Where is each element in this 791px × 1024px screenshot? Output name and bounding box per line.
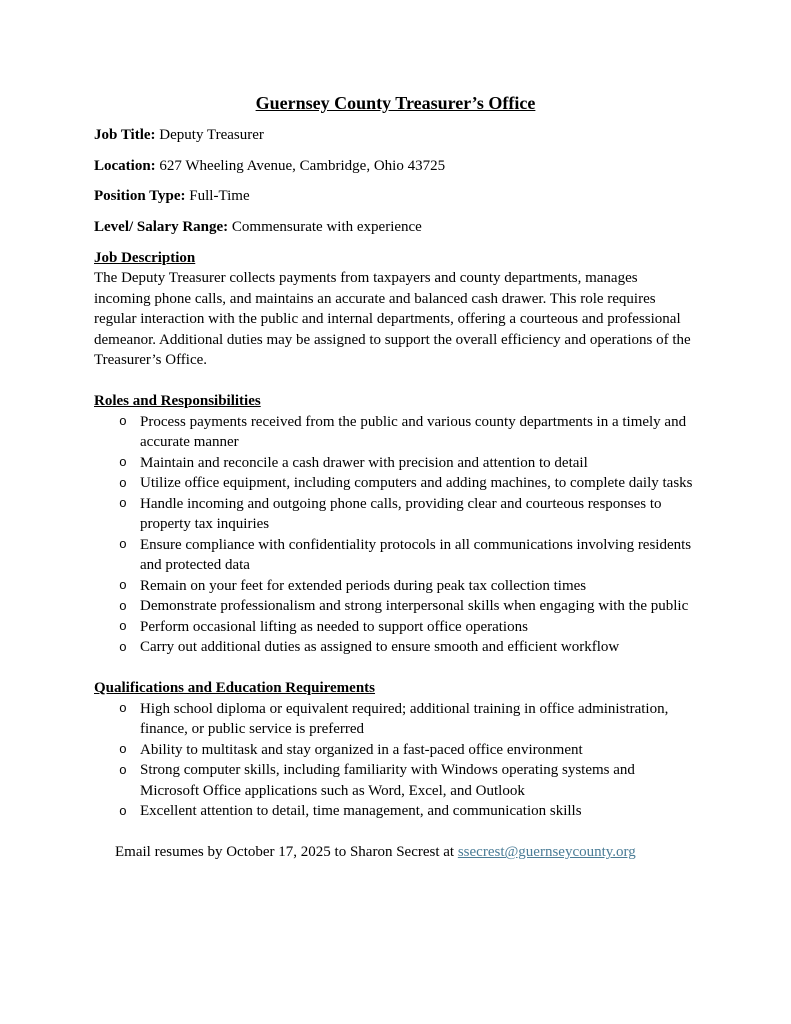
bullet-icon: o [119, 619, 127, 635]
list-item-text: Maintain and reconcile a cash drawer with precision and attention to detail [140, 454, 588, 471]
list-item [94, 473, 697, 494]
bullet-icon: o [119, 455, 127, 471]
list-item [94, 576, 697, 597]
position-type-value: Full-Time [189, 188, 250, 205]
qualifications-heading: Qualifications and Education Requirements [94, 680, 376, 697]
job-description-section [94, 248, 697, 371]
list-item [94, 637, 697, 658]
roles-section [94, 391, 697, 658]
qualifications-list [94, 699, 697, 822]
list-item [94, 740, 697, 761]
bullet-icon: o [119, 803, 127, 819]
list-item-text: Carry out additional duties as assigned to ensure smooth and efficient workflow [140, 639, 620, 656]
bullet-icon: o [119, 639, 127, 655]
salary-range-field [94, 217, 697, 238]
job-title-label: Job Title: [94, 127, 156, 143]
bullet-icon: o [119, 598, 127, 614]
bullet-icon: o [119, 414, 127, 430]
location-value: 627 Wheeling Avenue, Cambridge, Ohio 43725 [159, 157, 446, 174]
list-item [94, 699, 697, 740]
list-item-text: Process payments received from the public and various county departments in a timely and accurate manner [140, 413, 687, 451]
position-type-field [94, 186, 697, 207]
salary-range-label: Level/ Salary Range: [94, 219, 229, 236]
document-title-text: Guernsey County Treasurer’s Office [255, 93, 536, 113]
list-item-text: Excellent attention to detail, time management, and communication skills [140, 803, 582, 820]
job-description-heading: Job Description [94, 249, 196, 266]
position-type-label: Position Type: [94, 188, 186, 205]
bullet-icon: o [119, 578, 127, 594]
bullet-icon: o [119, 701, 127, 717]
qualifications-section [94, 678, 697, 822]
bullet-icon: o [119, 762, 127, 778]
bullet-icon: o [119, 475, 127, 491]
job-title-field [94, 125, 697, 146]
list-item-text: Demonstrate professionalism and strong interpersonal skills when engaging with the public [140, 598, 689, 615]
list-item [94, 617, 697, 638]
bullet-icon: o [119, 742, 127, 758]
list-item-text: Utilize office equipment, including computers and adding machines, to complete daily tasks [140, 475, 693, 492]
roles-list [94, 412, 697, 658]
list-item-text: High school diploma or equivalent required; additional training in office administration, finance, or public service is preferred [140, 700, 669, 738]
bullet-icon: o [119, 537, 127, 553]
list-item [94, 412, 697, 453]
list-item-text: Handle incoming and outgoing phone calls, providing clear and courteous responses to property tax inquiries [140, 495, 662, 533]
list-item-text: Ensure compliance with confidentiality protocols in all communications involving residents and protected data [140, 536, 692, 574]
closing-line [94, 842, 697, 863]
list-item [94, 535, 697, 576]
list-item [94, 801, 697, 822]
list-item [94, 453, 697, 474]
roles-heading: Roles and Responsibilities [94, 393, 261, 410]
list-item [94, 596, 697, 617]
email-link[interactable]: ssecrest@guernseycounty.org [457, 844, 636, 861]
salary-range-value: Commensurate with experience [231, 219, 422, 236]
list-item-text: Strong computer skills, including familiarity with Windows operating systems and Microsoft Office applications such as Word, Excel, and Outlook [140, 762, 635, 799]
location-field [94, 156, 697, 177]
list-item-text: Remain on your feet for extended periods during peak tax collection times [140, 577, 587, 594]
list-item [94, 494, 697, 535]
list-item-text: Perform occasional lifting as needed to support office operations [140, 618, 528, 635]
job-description-text: The Deputy Treasurer collects payments from taxpayers and county departments, manages incoming phone calls, and maintains an accurate and balanced cash drawer. This role requires regular interaction with the public and internal departments, offering a courteous and professional demeanor. Additional duties may be assigned to support the overall efficiency and operations of the Treasurer’s Office. [94, 270, 691, 369]
closing-text: Email resumes by October 17, 2025 to Sharon Secrest at [115, 844, 458, 861]
list-item-text: Ability to multitask and stay organized in a fast-paced office environment [140, 741, 583, 758]
bullet-icon: o [119, 496, 127, 512]
job-title-value: Deputy Treasurer [159, 127, 264, 143]
location-label: Location: [94, 157, 156, 174]
list-item [94, 760, 697, 801]
document-title [94, 92, 697, 114]
